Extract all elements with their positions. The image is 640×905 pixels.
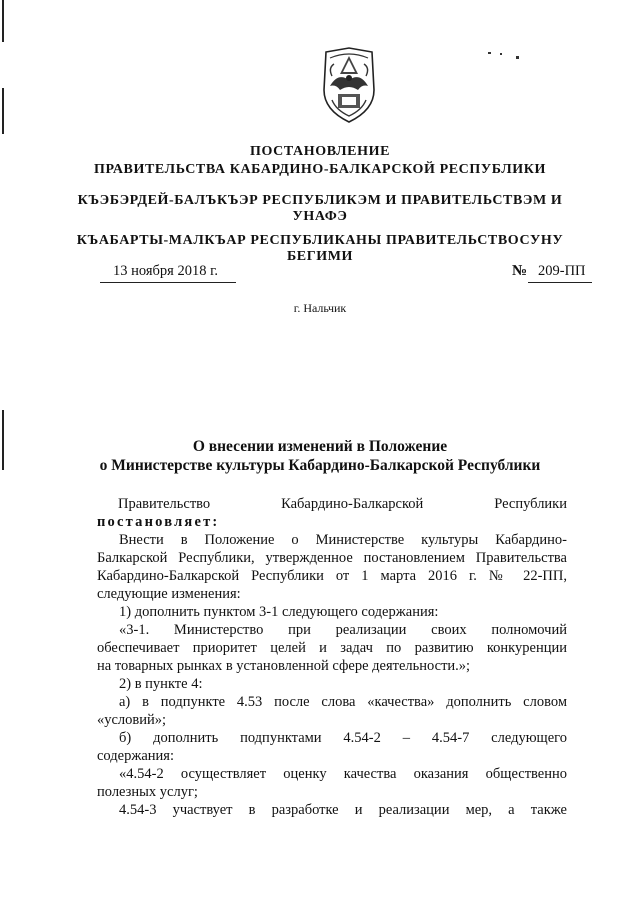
body-line-16: «4.54-2 осуществляет оценку качества оказания общественно [119, 766, 567, 782]
body-word: Кабардино-Балкарской [281, 496, 424, 512]
scan-edge-mark [2, 88, 4, 134]
scan-speck [516, 56, 519, 59]
body-line-6: следующие изменения: [97, 586, 241, 602]
number-underline [528, 282, 592, 283]
body-line-1 [118, 495, 567, 513]
authority-heading-kbd-line1: КЪЭБЭРДЕЙ-БАЛЪКЪЭР РЕСПУБЛИКЭМ И ПРАВИТЕЛЬСТВЭМ И [77, 193, 563, 208]
body-word: Республики [494, 496, 567, 512]
body-line-12: а) в подпункте 4.53 после слова «качества» дополнить словом [119, 694, 567, 710]
scan-speck [500, 53, 502, 55]
coat-of-arms-emblem [318, 46, 380, 124]
number-label: № [512, 263, 528, 279]
body-line-18: 4.54-3 участвует в разработке и реализации мер, а также [119, 802, 567, 818]
document-number: 209-ПП [538, 263, 586, 279]
title-line2: о Министерстве культуры Кабардино-Балкарской Республики [99, 457, 541, 474]
city-label: г. Нальчик [293, 301, 347, 315]
document-date: 13 ноября 2018 г. [113, 263, 219, 279]
title-line1: О внесении изменений в Положение [192, 438, 448, 455]
body-line-14: б) дополнить подпунктами 4.54-2 – 4.54-7 следующего [119, 730, 567, 746]
scan-edge-mark [2, 0, 4, 42]
body-line-3: Внести в Положение о Министерстве культуры Кабардино- [119, 532, 567, 548]
body-line-9: обеспечивает приоритет целей и задач по развитию конкуренции [97, 640, 567, 656]
body-line-11: 2) в пункте 4: [119, 676, 203, 692]
resolves-word: постановляет: [97, 514, 220, 530]
authority-heading-krc-line2: БЕГИМИ [286, 249, 354, 264]
body-line-15: содержания: [97, 748, 175, 764]
authority-heading-krc-line1: КЪАБАРТЫ-МАЛКЪАР РЕСПУБЛИКАНЫ ПРАВИТЕЛЬСТВОСУНУ [76, 233, 564, 248]
authority-heading-kbd-line2: УНАФЭ [292, 209, 348, 224]
date-underline [100, 282, 236, 283]
authority-heading-ru: ПРАВИТЕЛЬСТВА КАБАРДИНО-БАЛКАРСКОЙ РЕСПУБЛИКИ [93, 162, 547, 177]
body-line-7: 1) дополнить пунктом 3-1 следующего содержания: [119, 604, 439, 620]
body-line-4: Балкарской Республики, утвержденное постановлением Правительства [97, 550, 567, 566]
doc-type-heading: ПОСТАНОВЛЕНИЕ [249, 144, 391, 159]
body-word: Правительство [118, 496, 211, 512]
scan-speck [488, 52, 491, 54]
body-line-5: Кабардино-Балкарской Республики от 1 марта 2016 г. № 22-ПП, [97, 568, 567, 584]
body-line-10: на товарных рынках в установленной сфере деятельности.»; [97, 658, 471, 674]
body-line-13: «условий»; [97, 712, 167, 728]
body-line-17: полезных услуг; [97, 784, 198, 800]
body-line-8: «3-1. Министерство при реализации своих полномочий [119, 622, 567, 638]
